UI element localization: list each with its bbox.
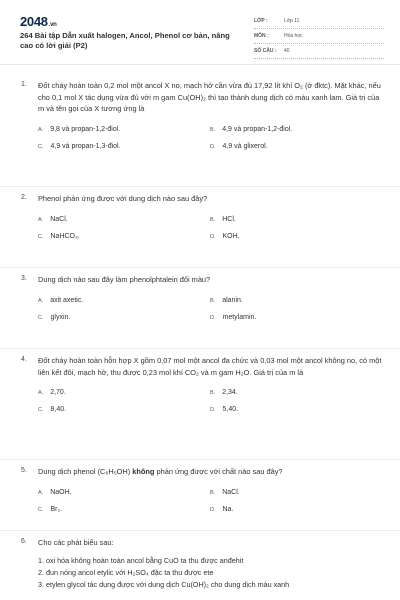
meta-label: SỐ CÂU : — [254, 48, 277, 54]
option-c[interactable]: C. NaHCO₃. — [38, 232, 80, 240]
meta-label: LỚP : — [254, 18, 268, 24]
meta-value: Lớp 11 — [284, 18, 300, 24]
question-text: Dung dịch nào sau đây làm phenolphtalein đổi màu? — [38, 275, 211, 284]
question-text: Đốt cháy hoàn toàn 0,2 mol một ancol X no, mạch hở cần vừa đủ 17,92 lít khí O₂ (ở đktc). Mặt khác, nếu cho 0,1 mol X tác dụng vừa đủ với m gam Cu(OH)₂ thì tạo thành dung dịch có màu xanh lam. Giá trị của m và tên gọi của X tương ứng là — [38, 81, 381, 114]
document-meta — [254, 16, 384, 61]
meta-row-subject — [254, 31, 384, 44]
option-b[interactable]: B. 2,34. — [210, 389, 238, 397]
meta-row-class — [254, 16, 384, 29]
option-a[interactable]: A. 2,70. — [38, 389, 66, 397]
question-6 — [0, 531, 400, 597]
option-a[interactable]: A. 9,8 và propan-1,2-điol. — [38, 125, 121, 133]
meta-label: MÔN : — [254, 33, 269, 39]
option-c[interactable]: C. glyxin. — [38, 313, 71, 321]
option-b[interactable]: B. NaCl. — [210, 488, 240, 496]
question-1 — [0, 74, 400, 187]
answer-options — [38, 297, 382, 321]
question-text: Đốt cháy hoàn toàn hỗn hợp X gồm 0,07 mol một ancol đa chức và 0,03 mol một ancol không no, có một liên kết đôi, mạch hở, thu được 0,23 mol khí CO₂ và m gam H₂O. Giá trị của m là — [38, 356, 382, 377]
meta-value: 40 — [284, 48, 290, 54]
question-text: Phenol phản ứng được với dung dịch nào sau đây? — [38, 194, 208, 203]
option-a[interactable]: A. NaCl. — [38, 215, 68, 223]
question-number: 4. — [21, 356, 27, 363]
question-5 — [0, 460, 400, 531]
option-b[interactable]: B. 4,9 và propan-1,2-điol. — [210, 125, 293, 133]
answer-options — [38, 216, 382, 240]
option-c[interactable]: C. 8,40. — [38, 406, 67, 414]
question-text: Dung dịch phenol (C₆H₅OH) không phản ứng được với chất nào sau đây? — [38, 467, 283, 476]
answer-options — [38, 489, 382, 513]
answer-options — [38, 126, 382, 150]
emphasis-not: không — [132, 467, 155, 476]
question-2 — [0, 187, 400, 268]
question-number: 5. — [21, 467, 27, 474]
question-number: 2. — [21, 194, 27, 201]
option-d[interactable]: D. KOH. — [210, 232, 240, 240]
statement-item: 1. oxi hóa không hoàn toàn ancol bằng CuO ta thu được anđehit — [38, 555, 244, 565]
question-list — [0, 74, 400, 597]
option-a[interactable]: A. axit axetic. — [38, 296, 84, 304]
question-3 — [0, 268, 400, 349]
statement-item: 3. etylen glycol tác dụng được với dung dịch Cu(OH)₂ cho dung dịch màu xanh — [38, 579, 290, 589]
document-header — [0, 0, 400, 62]
answer-options — [38, 389, 382, 413]
question-number: 1. — [21, 81, 27, 88]
document-title: 264 Bài tập Dẫn xuất halogen, Ancol, Phenol cơ bản, nâng cao có lời giải (P2) — [20, 31, 230, 50]
statement-item: 2. đun nóng ancol etylic với H₂SO₄ đặc ta thu được ete — [38, 567, 214, 577]
option-d[interactable]: D. metylamin. — [210, 313, 257, 321]
statement-list — [38, 555, 382, 591]
question-number: 6. — [21, 538, 27, 545]
option-c[interactable]: C. 4,9 và propan-1,3-điol. — [38, 142, 121, 150]
question-number: 3. — [21, 275, 27, 282]
meta-value: Hóa học — [284, 33, 303, 39]
option-d[interactable]: D. 5,40. — [210, 406, 239, 414]
site-logo[interactable] — [20, 14, 57, 29]
question-text: Cho các phát biểu sau: — [38, 538, 114, 547]
option-b[interactable]: B. alanin. — [210, 296, 243, 304]
logo-suffix: .vn — [48, 22, 57, 28]
option-d[interactable]: D. Na. — [210, 505, 234, 513]
option-b[interactable]: B. HCl. — [210, 215, 236, 223]
meta-row-count — [254, 46, 384, 59]
header-divider — [0, 64, 400, 65]
question-4 — [0, 349, 400, 460]
option-c[interactable]: C. Br₂. — [38, 505, 63, 513]
logo-main: 2048 — [20, 14, 48, 29]
option-d[interactable]: D. 4,9 và glixerol. — [210, 142, 268, 150]
option-a[interactable]: A. NaOH. — [38, 488, 72, 496]
